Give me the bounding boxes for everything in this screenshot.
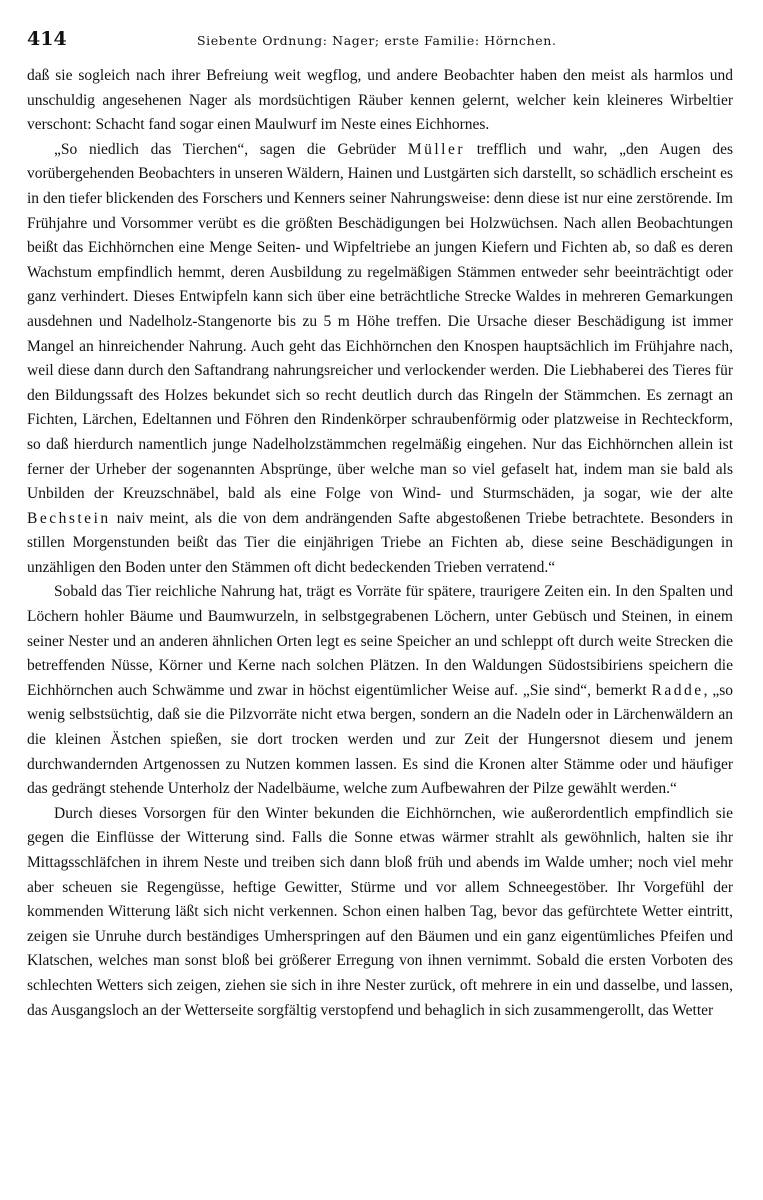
paragraph-4	[27, 802, 733, 1023]
body-text	[27, 64, 733, 1023]
paragraph-1	[27, 64, 733, 138]
page-number: 414	[27, 28, 67, 50]
paragraph-2	[27, 138, 733, 581]
text-segment: „So niedlich das Tierchen“, sagen die Gebrüder	[54, 140, 408, 158]
text-segment: naiv meint, als die von dem andrängenden Safte abgestoßenen Triebe betrachtete. Besonders in stillen Morgenstunden beißt das Tier die einjährigen Triebe an Fichten ab, diese seine Beschädigungen in unzähligen den Boden unter den Stämmen oft dicht bedeckenden Trieben verratend.“	[27, 509, 733, 576]
spaced-name: Radde	[651, 681, 704, 699]
spaced-name: Bechstein	[27, 509, 111, 527]
text-segment: Durch dieses Vorsorgen für den Winter bekunden die Eichhörnchen, wie außerordentlich empfindlich sie gegen die Einflüsse der Witterung sind. Falls die Sonne etwas wärmer strahlt als gewöhnlich, halten sie ihr Mittagsschläfchen in ihrem Neste und treiben sich dann bloß früh und abends im Walde umher; noch viel mehr aber scheuen sie Regengüsse, heftige Gewitter, Stürme und vor allem Schneegestöber. Ihr Vorgefühl der kommenden Witterung läßt sich nicht verkennen. Schon einen halben Tag, bevor das gefürchtete Wetter eintritt, zeigen sie Unruhe durch beständiges Umherspringen auf den Bäumen und ein ganz eigentümliches Pfeifen und Klatschen, welches man sonst bloß bei größerer Erregung von ihnen vernimmt. Sobald die ersten Vorboten des schlechten Wetters sich zeigen, ziehen sie sich in ihre Nester zurück, oft mehrere in ein und dasselbe, und lassen, das Ausgangsloch an der Wetterseite sorgfältig verstopfend und behaglich in sich zusammengerollt, das Wetter	[27, 804, 733, 1019]
page-header	[27, 28, 733, 62]
spaced-name: Müller	[407, 140, 466, 158]
text-segment: Sobald das Tier reichliche Nahrung hat, trägt es Vorräte für spätere, traurigere Zeiten ein. In den Spalten und Löchern hohler Bäume und Baumwurzeln, in selbstgegrabenen Löchern, unter Gebüsch und Steinen, in einem seiner Nester und an anderen ähnlichen Orten legt es seine Speicher an und schleppt oft durch weite Strecken die betreffenden Nüsse, Körner und Kerne nach solchen Plätzen. In den Waldungen Südostsibiriens speichern die Eichhörnchen auch Schwämme und zwar in höchst eigentümlicher Weise auf. „Sie sind“, bemerkt	[27, 583, 733, 699]
text-segment: trefflich und wahr, „den Augen des vorübergehenden Beobachters in unseren Wäldern, Hainen und Lustgärten sich darstellt, so schädlich erscheint es in den tiefer blickenden des Forschers und Kenners seiner Nahrungsweise: denn diese ist nur eine zerstörende. Im Frühjahre und Vorsommer verübt es die größten Beschädigungen bei Holzwüchsen. Nach allen Beobachtungen beißt das Eichhörnchen eine Menge Seiten- und Wipfeltriebe an jungen Kiefern und Fichten ab, so daß es deren Wachstum empfindlich hemmt, deren Ausbildung zu regelmäßigen Stämmen entweder sehr beeinträchtigt oder ganz verhindert. Dieses Entwipfeln kann sich über eine beträchtliche Strecke Waldes in mehreren Gemarkungen ausdehnen und Nadelholz-Stangenorte bis zu 5 m Höhe treffen. Die Ursache dieser Beschädigung ist immer Mangel an hinreichender Nahrung. Auch geht das Eichhörnchen den Knospen hauptsächlich im Frühjahre nach, weil diese dann durch den Saftandrang nahrungsreicher und verlockender werden. Die Liebhaberei des Tieres für den Bildungssaft des Holzes bekundet sich so recht deutlich durch das Ringeln der Stämmchen. Es zernagt an Fichten, Lärchen, Edeltannen und Föhren den Rindenkörper schraubenförmig oder platzweise in Rechteckform, so daß hierdurch namentlich junge Nadelholzstämmchen regelmäßig eingehen. Nur das Eichhörnchen allein ist ferner der Urheber der sogenannten Absprünge, über welche man so viel gefaselt hat, indem man sie bald als Unbilden der Kreuzschnäbel, bald als eine Folge von Wind- und Sturmschäden, ja sogar, wie der alte	[27, 140, 733, 503]
running-title: Siebente Ordnung: Nager; erste Familie: Hörnchen.	[197, 33, 557, 48]
text-segment: daß sie sogleich nach ihrer Befreiung weit wegflog, und andere Beobachter haben den meist als harmlos und unschuldig angesehenen Nager als mordsüchtigen Räuber kennen gelernt, welcher kein kleineres Wirbeltier verschont: Schacht fand sogar einen Maulwurf im Neste eines Eichhornes.	[27, 67, 733, 134]
text-segment: , „so wenig selbstsüchtig, daß sie die Pilzvorräte nicht etwa bergen, sondern an die Nadeln oder in Lärchenwäldern an die kleinen Ästchen spießen, sie dort trocken werden und zur Zeit der Hungersnot diesem und jenem durchwandernden Artgenossen zu Nutzen kommen lassen. Es sind die Kronen alter Stämme oder und häufiger das gedrängt stehende Unterholz der Nadelbäume, welche zum Aufbewahren der Pilze gewählt werden.“	[27, 681, 733, 798]
paragraph-3	[27, 580, 733, 801]
